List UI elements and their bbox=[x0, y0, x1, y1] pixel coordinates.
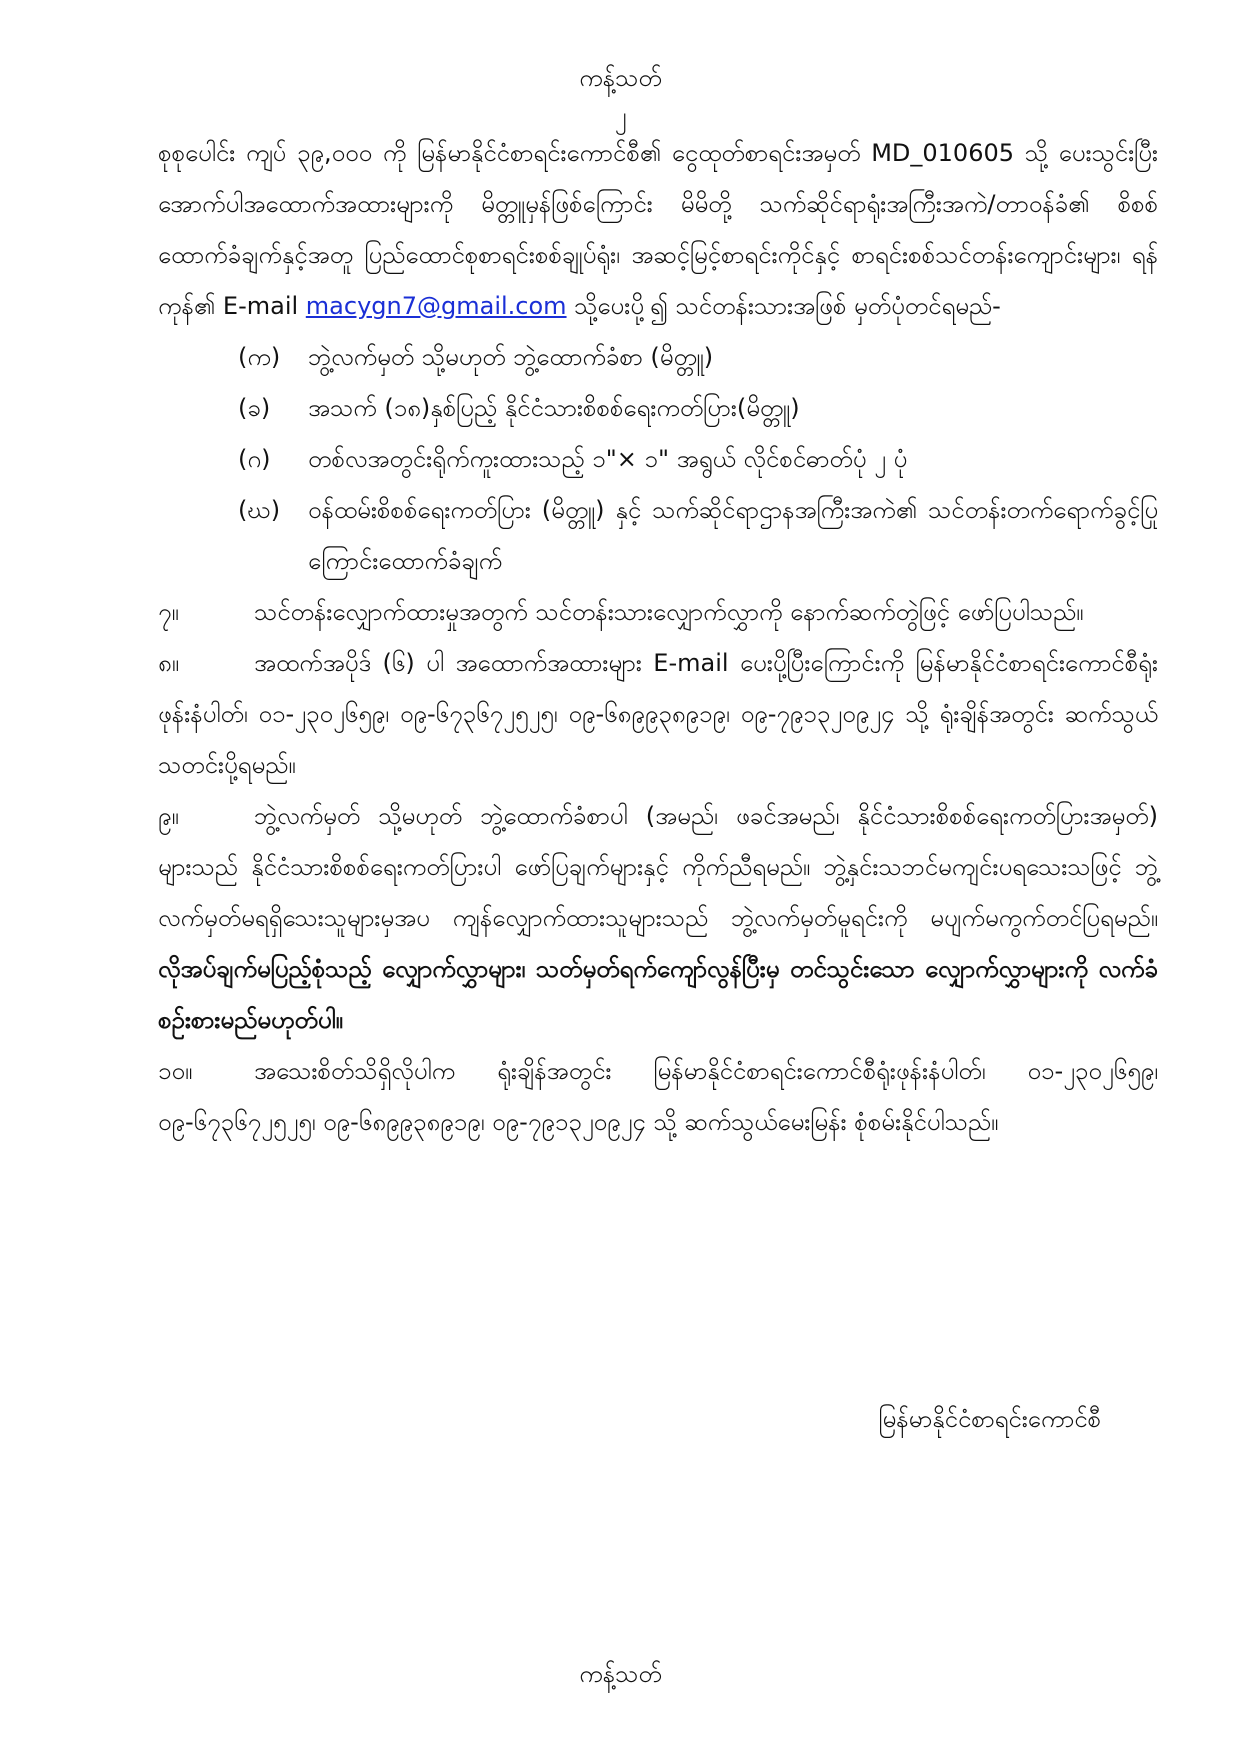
list-item bbox=[158, 383, 1158, 434]
list-item-text: ဝန်ထမ်းစိစစ်ရေးကတ်ပြား (မိတ္တူ) နှင့် သက်ဆိုင်ရာဌာနအကြီးအကဲ၏ သင်တန်းတက်ရောက်ခွင့်ပြုကြောင်းထောက်ခံချက် bbox=[308, 496, 1158, 575]
paragraph-text: အသေးစိတ်သိရှိလိုပါက ရုံးချိန်အတွင်း မြန်မာနိုင်ငံစာရင်းကောင်စီရုံးဖုန်းနံပါတ်၊ ၀၁-၂၃၀၂၆၅၉၊ ၀၉-၆၇၃၆၇၂၅၂၅၊ ၀၉-၆၈၉၉၃၈၉၁၉၊ ၀၉-၇၉၁၃၂၀၉၂၄ သို့ ဆက်သွယ်မေးမြန်း စုံစမ်းနိုင်ပါသည်။ bbox=[158, 1057, 1158, 1136]
list-item bbox=[158, 332, 1158, 383]
paragraph-text: ဘွဲ့လက်မှတ် သို့မဟုတ် ဘွဲ့ထောက်ခံစာပါ (အမည်၊ ဖခင်အမည်၊ နိုင်ငံသားစိစစ်ရေးကတ်ပြားအမှတ်) များသည် နိုင်ငံသားစိစစ်ရေးကတ်ပြားပါ ဖော်ပြချက်များနှင့် ကိုက်ညီရမည်။ ဘွဲ့နှင်းသဘင်မကျင်းပရသေးသဖြင့် ဘွဲ့လက်မှတ်မရရှိသေးသူများမှအပ ကျန်လျှောက်ထားသူများသည် ဘွဲ့လက်မှတ်မူရင်းကို မပျက်မကွက်တင်ပြရမည်။ bbox=[158, 802, 1158, 932]
page-number: ၂ bbox=[614, 102, 627, 130]
paragraph-text: အထက်အပိုဒ် (၆) ပါ အထောက်အထားများ E-mail ပေးပို့ပြီးကြောင်းကို မြန်မာနိုင်ငံစာရင်းကောင်စီရုံး ဖုန်းနံပါတ်၊ ၀၁-၂၃၀၂၆၅၉၊ ၀၉-၆၇၃၆၇၂၅၂၅၊ ၀၉-၆၈၉၉၃၈၉၁၉၊ ၀၉-၇၉၁၃၂၀၉၂၄ သို့ ရုံးချိန်အတွင်း ဆက်သွယ်သတင်းပို့ရမည်။ bbox=[158, 649, 1158, 779]
signature-block: မြန်မာနိုင်ငံစာရင်းကောင်စီ bbox=[878, 1405, 1101, 1433]
intro-text-after: သို့ပေးပို့၍ သင်တန်းသားအဖြစ် မှတ်ပုံတင်ရမည်- bbox=[566, 292, 1001, 320]
list-marker: (ဃ) bbox=[238, 496, 281, 524]
paragraph-number: ၈။ bbox=[158, 649, 179, 677]
list-item-text: အသက် (၁၈)နှစ်ပြည့် နိုင်ငံသားစိစစ်ရေးကတ်ပြား(မိတ္တူ) bbox=[308, 394, 800, 422]
paragraph-8 bbox=[158, 638, 1158, 791]
list-item-text: တစ်လအတွင်းရိုက်ကူးထားသည့် ၁"× ၁" အရွယ် လိုင်စင်ဓာတ်ပုံ ၂ ပုံ bbox=[308, 445, 908, 473]
list-marker: (ဂ) bbox=[238, 445, 271, 473]
paragraph-10 bbox=[158, 1046, 1158, 1148]
intro-text-before: စုစုပေါင်း ကျပ် ၃၉,၀၀၀ ကို မြန်မာနိုင်ငံစာရင်းကောင်စီ၏ ငွေထုတ်စာရင်းအမှတ် MD_010605 သို့ ပေးသွင်းပြီး အောက်ပါအထောက်အထားများကို မိတ္တူမှန်ဖြစ်ကြောင်း မိမိတို့ သက်ဆိုင်ရာရုံးအကြီးအကဲ/တာဝန်ခံ၏ စိစစ်ထောက်ခံချက်နှင့်အတူ ပြည်ထောင်စုစာရင်းစစ်ချုပ်ရုံး၊ အဆင့်မြင့်စာရင်းကိုင်နှင့် စာရင်းစစ်သင်တန်းကျောင်းများ၊ ရန်ကုန်၏ E-mail bbox=[158, 139, 1158, 320]
classification-footer: ကန့်သတ် bbox=[579, 1660, 662, 1688]
email-link[interactable]: macygn7@gmail.com bbox=[305, 292, 567, 320]
paragraph-text: သင်တန်းလျှောက်ထားမှုအတွက် သင်တန်းသားလျှောက်လွှာကို နောက်ဆက်တွဲဖြင့် ဖော်ပြပါသည်။ bbox=[254, 598, 1084, 626]
paragraph-9 bbox=[158, 791, 1158, 1046]
list-item bbox=[158, 485, 1158, 587]
paragraph-number: ၁၀။ bbox=[158, 1057, 193, 1085]
intro-paragraph bbox=[158, 128, 1158, 332]
document-body bbox=[158, 128, 1158, 1148]
classification-header: ကန့်သတ် bbox=[579, 64, 662, 92]
paragraph-bold-notice: လိုအပ်ချက်မပြည့်စုံသည့် လျှောက်လွှာများ၊ သတ်မှတ်ရက်ကျော်လွန်ပြီးမှ တင်သွင်းသော လျှောက်လွှာများကို လက်ခံစဉ်းစားမည်မဟုတ်ပါ။ bbox=[158, 955, 1158, 1034]
paragraph-number: ၇။ bbox=[158, 598, 179, 626]
requirements-list bbox=[158, 332, 1158, 587]
list-marker: (က) bbox=[238, 343, 281, 371]
list-item bbox=[158, 434, 1158, 485]
paragraph-number: ၉။ bbox=[158, 802, 179, 830]
list-marker: (ခ) bbox=[238, 394, 271, 422]
paragraph-7 bbox=[158, 587, 1158, 638]
list-item-text: ဘွဲ့လက်မှတ် သို့မဟုတ် ဘွဲ့ထောက်ခံစာ (မိတ္တူ) bbox=[308, 343, 714, 371]
